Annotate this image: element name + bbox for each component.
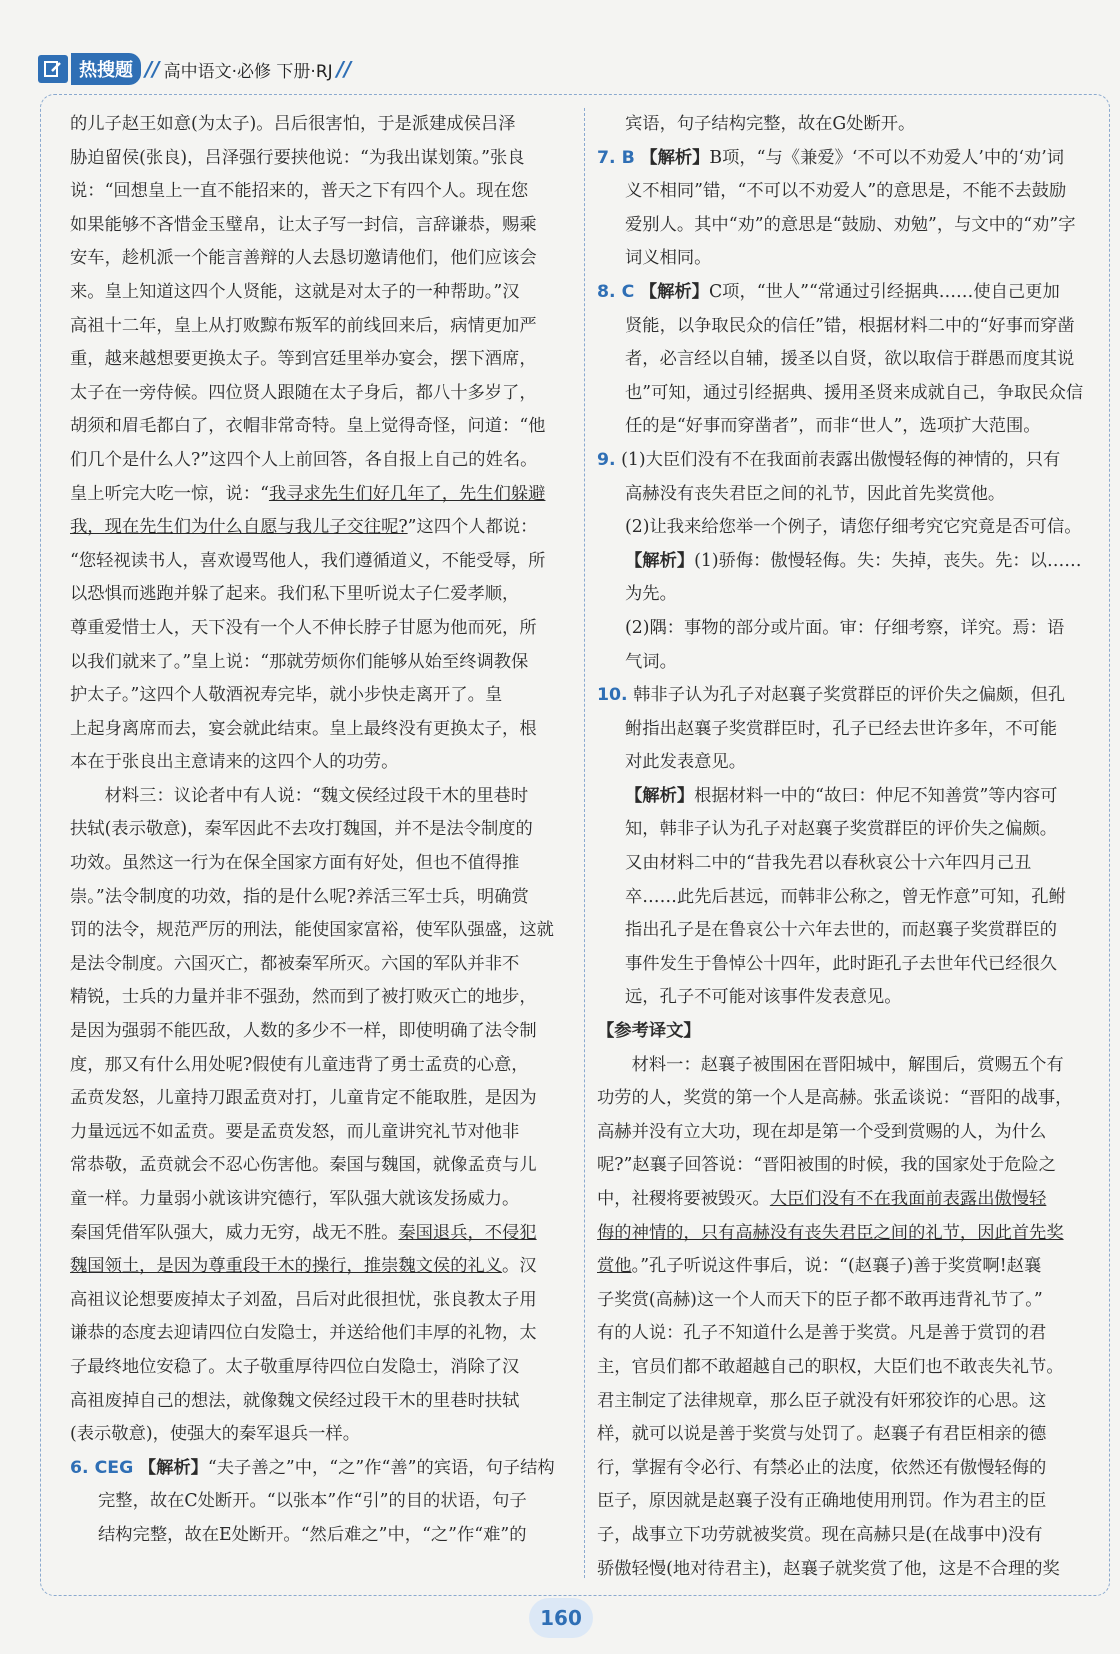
right-column — [597, 108, 1087, 1586]
question-number: 6. CEG — [70, 1457, 134, 1478]
text-line — [597, 276, 1087, 310]
text-segment: 度，那又有什么用处呢?假使有儿童违背了勇士孟贲的心意， — [70, 1054, 529, 1075]
text-segment: 高赫并没有立大功，现在却是第一个受到赏赐的人，为什么 — [597, 1121, 1047, 1142]
text-segment: 样，就可以说是善于奖赏与处罚了。赵襄子有君臣相亲的德 — [597, 1424, 1047, 1445]
text-segment: 。汉 — [502, 1256, 537, 1277]
text-line — [70, 242, 570, 276]
underlined-text: 我寻求先生们好几年了，先生们躲避 — [268, 483, 546, 504]
text-segment: 气词。 — [625, 651, 677, 672]
text-line — [597, 646, 1087, 680]
text-line — [70, 1519, 570, 1553]
text-line — [70, 981, 570, 1015]
text-segment: 功效。虽然这一行为在保全国家方面有好处，但也不值得推 — [70, 853, 520, 874]
text-segment: 如果能够不吝惜金玉璧帛，让太子写一封信，言辞谦恭，赐乘 — [70, 214, 537, 235]
text-segment: 力量远远不如孟贲。要是孟贲发怒，而儿童讲究礼节对他非 — [70, 1121, 520, 1142]
text-line — [70, 377, 570, 411]
text-segment: 呢?”赵襄子回答说：“晋阳被围的时候，我的国家处于危险之 — [597, 1155, 1056, 1176]
text-line — [597, 1553, 1087, 1587]
text-segment: 童一样。力量弱小就该讲究德行，军队强大就该发扬威力。 — [70, 1189, 520, 1209]
text-segment: 是因为强弱不能匹敌，人数的多少不一样，即使明确了法令制 — [70, 1021, 537, 1042]
text-segment: 们几个是什么人?”这四个人上前回答，各自报上自己的姓名。 — [70, 449, 538, 470]
text-segment: 对此发表意见。 — [625, 752, 746, 773]
text-line — [70, 1082, 570, 1116]
text-segment: “您轻视读书人，喜欢谩骂他人，我们遵循道义，不能受辱，所 — [70, 550, 546, 571]
text-line — [70, 175, 570, 209]
text-line — [597, 1385, 1087, 1419]
text-segment: 子，战事立下功劳就被奖赏。现在高赫只是(在战事中)没有 — [597, 1524, 1043, 1545]
text-segment: 胁迫留侯(张良)，吕泽强行要挟他说：“为我出谋划策。”张良 — [70, 147, 525, 168]
text-line — [70, 1015, 570, 1049]
text-segment: 材料三：议论者中有人说：“魏文侯经过段干木的里巷时 — [104, 785, 529, 806]
text-segment: 鲋指出赵襄子奖赏群臣时，孔子已经去世许多年，不可能 — [625, 718, 1058, 739]
text-segment: 贤能，以争取民众的信任”错，根据材料二中的“好事而穿凿 — [625, 315, 1075, 336]
text-segment: 是法令制度。六国灭亡，都被秦军所灭。六国的军队并非不 — [70, 953, 520, 974]
text-line — [597, 679, 1087, 713]
text-segment: 说：“回想皇上一直不能招来的，普天之下有四个人。现在您 — [70, 181, 529, 202]
text-line — [70, 209, 570, 243]
text-line — [70, 142, 570, 176]
text-segment: (2)让我来给您举一个例子，请您仔细考究它究竟是否可信。 — [625, 517, 1082, 538]
text-segment: 功劳的人，奖赏的第一个人是高赫。张孟谈说：“晋阳的战事， — [597, 1088, 1073, 1109]
text-segment: 太子在一旁侍候。四位贤人跟随在太子身后，都八十多岁了， — [70, 382, 537, 403]
text-line — [70, 948, 570, 982]
analysis-tag: 【参考译文】 — [597, 1021, 701, 1042]
text-segment: 皇上听完大吃一惊，说：“ — [70, 483, 269, 504]
text-line — [70, 1217, 570, 1251]
text-segment: 谦恭的态度去迎请四位白发隐士，并送给他们丰厚的礼物，太 — [70, 1323, 537, 1344]
text-line — [70, 310, 570, 344]
analysis-tag: 【解析】 — [640, 147, 710, 168]
text-line — [70, 1284, 570, 1318]
text-segment: 爱别人。其中“劝”的意思是“鼓励、劝勉”，与文中的“劝”字 — [625, 214, 1076, 235]
text-segment: 子最终地位安稳了。太子敬重厚待四位白发隐士，消除了汉 — [70, 1356, 520, 1377]
text-line — [70, 813, 570, 847]
page-header — [38, 52, 355, 86]
underlined-text: 侮的神情的，只有高赫没有丧失君臣之间的礼节，因此首先奖 — [597, 1222, 1064, 1243]
text-line — [597, 1149, 1087, 1183]
text-segment: 主，官员们都不敢超越自己的职权，大臣们也不敢丧失礼节。 — [597, 1356, 1064, 1377]
text-segment: 韩非子认为孔子对赵襄子奖赏群臣的评价失之偏颇，但孔 — [633, 685, 1066, 706]
text-segment: 结构完整，故在E处断开。“然后难之”中，“之”作“难”的 — [98, 1524, 527, 1545]
text-segment: 卒……此先后甚远，而韩非公称之，曾无怍意”可知，孔鲋 — [625, 886, 1066, 907]
text-line — [70, 1485, 570, 1519]
text-line — [70, 1385, 570, 1419]
text-segment: 高祖议论想要废掉太子刘盈，吕后对此很担忧，张良教太子用 — [70, 1289, 537, 1310]
text-segment: 以恐惧而逃跑并躲了起来。我们私下里听说太子仁爱孝顺， — [70, 584, 520, 605]
text-line — [70, 545, 570, 579]
text-line — [70, 444, 570, 478]
question-number: 9. — [597, 449, 616, 470]
text-segment: 高祖十二年，皇上从打败黥布叛军的前线回来后，病情更加严 — [70, 315, 537, 336]
text-line — [597, 142, 1087, 176]
text-segment: 又由材料二中的“昔我先君以春秋哀公十六年四月己丑 — [625, 853, 1032, 874]
question-number: 7. B — [597, 147, 635, 168]
text-line — [597, 1116, 1087, 1150]
underlined-text: 赏他 — [597, 1256, 632, 1277]
text-line — [597, 713, 1087, 747]
text-line — [70, 1250, 570, 1284]
text-line — [597, 1452, 1087, 1486]
analysis-tag: 【解析】 — [625, 785, 695, 806]
text-line — [70, 511, 570, 545]
text-segment: (2)隅：事物的部分或片面。审：仔细考察，详究。焉：语 — [625, 617, 1065, 638]
text-segment: 以我们就来了。”皇上说：“那就劳烦你们能够从始至终调教保 — [70, 651, 529, 672]
text-line — [597, 813, 1087, 847]
text-segment: B项，“与《兼爱》‘不可以不劝爱人’中的‘劝’词 — [709, 147, 1064, 168]
text-line — [597, 1418, 1087, 1452]
text-segment: 材料一：赵襄子被围困在晋阳城中，解围后，赏赐五个有 — [631, 1054, 1064, 1075]
text-line — [70, 1116, 570, 1150]
text-line — [597, 881, 1087, 915]
text-line — [70, 881, 570, 915]
text-segment: 护太子。”这四个人敬酒祝寿完毕，就小步快走离开了。皇 — [70, 685, 503, 706]
text-segment: (1)骄侮：傲慢轻侮。失：失掉，丧失。先：以……为先。 — [625, 550, 1082, 605]
text-segment: 义不相同”错，“不可以不劝爱人”的意思是，不能不去鼓励 — [625, 181, 1067, 202]
text-line — [70, 713, 570, 747]
underlined-text: 魏国领土，是因为尊重段干木的操行，推崇魏文侯的礼义 — [70, 1256, 503, 1277]
text-line — [597, 1217, 1087, 1251]
text-segment: 尊重爱惜士人，天下没有一个人不伸长脖子甘愿为他而死，所 — [70, 617, 537, 638]
text-segment: 扶轼(表示敬意)，秦军因此不去攻打魏国，并不是法令制度的 — [70, 819, 533, 840]
text-line — [597, 377, 1087, 411]
text-segment: 的儿子赵王如意(为太子)。吕后很害怕，于是派建成侯吕泽 — [70, 114, 516, 134]
underlined-text: 大臣们没有不在我面前表露出傲慢轻 — [769, 1189, 1047, 1209]
text-segment: 远，孔子不可能对该事件发表意见。 — [625, 987, 902, 1008]
text-segment: 崇。”法令制度的功效，指的是什么呢?养活三军士兵，明确赏 — [70, 886, 529, 907]
text-line — [597, 175, 1087, 209]
text-segment: C项，“世人”“常通过引经据典……使自己更加 — [708, 281, 1060, 302]
text-segment: ”这四个人都说： — [407, 517, 538, 538]
page-number: 160 — [529, 1598, 593, 1638]
text-line — [70, 914, 570, 948]
text-line — [70, 276, 570, 310]
text-line — [70, 1049, 570, 1083]
text-line — [70, 1351, 570, 1385]
underlined-text: 秦国退兵，不侵犯 — [398, 1222, 537, 1243]
text-segment: 君主制定了法律规章，那么臣子就没有奸邪狡诈的心思。这 — [597, 1390, 1047, 1411]
text-segment: 根据材料一中的“故曰：仲尼不知善赏”等内容可 — [694, 785, 1058, 806]
text-line — [597, 1183, 1087, 1217]
text-segment: 胡须和眉毛都白了，衣帽非常奇特。皇上觉得奇怪，问道：“他 — [70, 416, 546, 437]
text-line — [597, 948, 1087, 982]
slash-divider: // — [145, 57, 160, 81]
text-segment: 来。皇上知道这四个人贤能，这就是对太子的一种帮助。”汉 — [70, 281, 520, 302]
text-line — [70, 478, 570, 512]
text-line — [597, 1519, 1087, 1553]
text-segment: 孟贲发怒，儿童持刀跟孟贲对打，儿童肯定不能取胜，是因为 — [70, 1088, 537, 1109]
column-divider — [584, 108, 585, 1578]
slash-divider-end: // — [336, 57, 352, 81]
text-line — [597, 914, 1087, 948]
text-line — [597, 1485, 1087, 1519]
text-line — [70, 578, 570, 612]
text-line — [70, 847, 570, 881]
left-column — [70, 108, 570, 1553]
text-line — [597, 780, 1087, 814]
text-line — [597, 242, 1087, 276]
text-line — [597, 511, 1087, 545]
text-line — [597, 847, 1087, 881]
text-segment: 高赫没有丧失君臣之间的礼节，因此首先奖赏他。 — [625, 483, 1006, 504]
text-line — [597, 612, 1087, 646]
text-line — [597, 209, 1087, 243]
underlined-text: 我，现在先生们为什么自愿与我儿子交往呢? — [70, 517, 408, 538]
analysis-tag: 【解析】 — [639, 281, 709, 302]
text-segment: 事件发生于鲁悼公十四年，此时距孔子去世年代已经很久 — [625, 953, 1058, 974]
text-segment: 有的人说：孔子不知道什么是善于奖赏。凡是善于赏罚的君 — [597, 1323, 1047, 1344]
text-line — [70, 679, 570, 713]
text-segment: 罚的法令，规范严厉的刑法，能使国家富裕，使军队强盛，这就 — [70, 920, 554, 941]
text-segment: 。”孔子听说这件事后，说：“(赵襄子)善于奖赏啊!赵襄 — [631, 1256, 1042, 1277]
text-line — [597, 444, 1087, 478]
text-segment: (表示敬意)，使强大的秦军退兵一样。 — [70, 1424, 360, 1445]
text-segment: (1)大臣们没有不在我面前表露出傲慢轻侮的神情的，只有 — [621, 449, 1061, 470]
text-segment: 者，必言经以自辅，援圣以自贤，欲以取信于群愚而度其说 — [625, 349, 1075, 370]
text-segment: 知，韩非子认为孔子对赵襄子奖赏群臣的评价失之偏颇。 — [625, 819, 1058, 840]
text-line — [597, 1049, 1087, 1083]
text-line — [597, 1015, 1087, 1049]
text-line — [597, 478, 1087, 512]
text-segment: 子奖赏(高赫)这一个人而天下的臣子都不敢再违背礼节了。” — [597, 1289, 1043, 1310]
text-line — [70, 612, 570, 646]
analysis-tag: 【解析】 — [625, 550, 695, 571]
text-line — [70, 1452, 570, 1486]
text-segment: 安车，趁机派一个能言善辩的人去恳切邀请他们，他们应该会 — [70, 248, 537, 269]
text-segment: 臣子，原因就是赵襄子没有正确地使用刑罚。作为君主的臣 — [597, 1491, 1047, 1512]
text-line — [70, 343, 570, 377]
text-segment: 上起身离席而去，宴会就此结束。皇上最终没有更换太子，根 — [70, 718, 537, 739]
text-line — [597, 545, 1087, 612]
text-line — [597, 1250, 1087, 1284]
text-line — [70, 1317, 570, 1351]
text-line — [597, 1317, 1087, 1351]
analysis-tag: 【解析】 — [138, 1457, 208, 1478]
text-line — [597, 343, 1087, 377]
text-segment: 任的是“好事而穿凿者”，而非“世人”，选项扩大范围。 — [625, 416, 1041, 437]
text-segment: 秦国凭借军队强大，威力无穷，战无不胜。 — [70, 1222, 399, 1243]
text-line — [70, 646, 570, 680]
text-segment: 宾语，句子结构完整，故在G处断开。 — [625, 114, 916, 134]
text-line — [597, 108, 1087, 142]
text-line — [597, 981, 1087, 1015]
text-segment: 完整，故在C处断开。“以张本”作“引”的目的状语，句子 — [98, 1491, 527, 1512]
text-segment: 行，掌握有令必行、有禁必止的法度，依然还有傲慢轻侮的 — [597, 1457, 1047, 1478]
text-segment: 骄傲轻慢(地对待君主)，赵襄子就奖赏了他，这是不合理的奖 — [597, 1558, 1060, 1579]
text-line — [597, 1082, 1087, 1116]
brand-label: 热搜题 — [71, 53, 141, 85]
text-line — [70, 746, 570, 780]
text-segment: 也”可知，通过引经据典、援用圣贤来成就自己，争取民众信 — [625, 382, 1084, 403]
text-segment: 重，越来越想要更换太子。等到宫廷里举办宴会，摆下酒席， — [70, 349, 537, 370]
text-line — [70, 1149, 570, 1183]
pencil-note-icon — [38, 55, 68, 83]
text-line — [70, 410, 570, 444]
text-segment: 指出孔子是在鲁哀公十六年去世的，而赵襄子奖赏群臣的 — [625, 920, 1058, 941]
text-line — [70, 1183, 570, 1217]
text-line — [597, 1351, 1087, 1385]
text-segment: 中，社稷将要被毁灭。 — [597, 1189, 770, 1209]
text-line — [70, 108, 570, 142]
question-number: 10. — [597, 685, 628, 706]
question-number: 8. C — [597, 281, 635, 302]
text-line — [597, 1284, 1087, 1318]
text-segment: 高祖废掉自己的想法，就像魏文侯经过段干木的里巷时扶轼 — [70, 1390, 520, 1411]
text-segment: 常恭敬，孟贲就会不忍心伤害他。秦国与魏国，就像孟贲与儿 — [70, 1155, 537, 1176]
text-segment: 词义相同。 — [625, 248, 712, 269]
text-line — [597, 410, 1087, 444]
text-segment: 精锐，士兵的力量并非不强劲，然而到了被打败灭亡的地步， — [70, 987, 537, 1008]
subject-label: 高中语文·必修 下册·RJ — [163, 61, 333, 82]
text-segment: 本在于张良出主意请来的这四个人的功劳。 — [70, 752, 399, 773]
text-line — [597, 310, 1087, 344]
text-segment: “夫子善之”中，“之”作“善”的宾语，句子结构 — [207, 1457, 555, 1478]
text-line — [70, 1418, 570, 1452]
text-line — [70, 780, 570, 814]
text-line — [597, 746, 1087, 780]
